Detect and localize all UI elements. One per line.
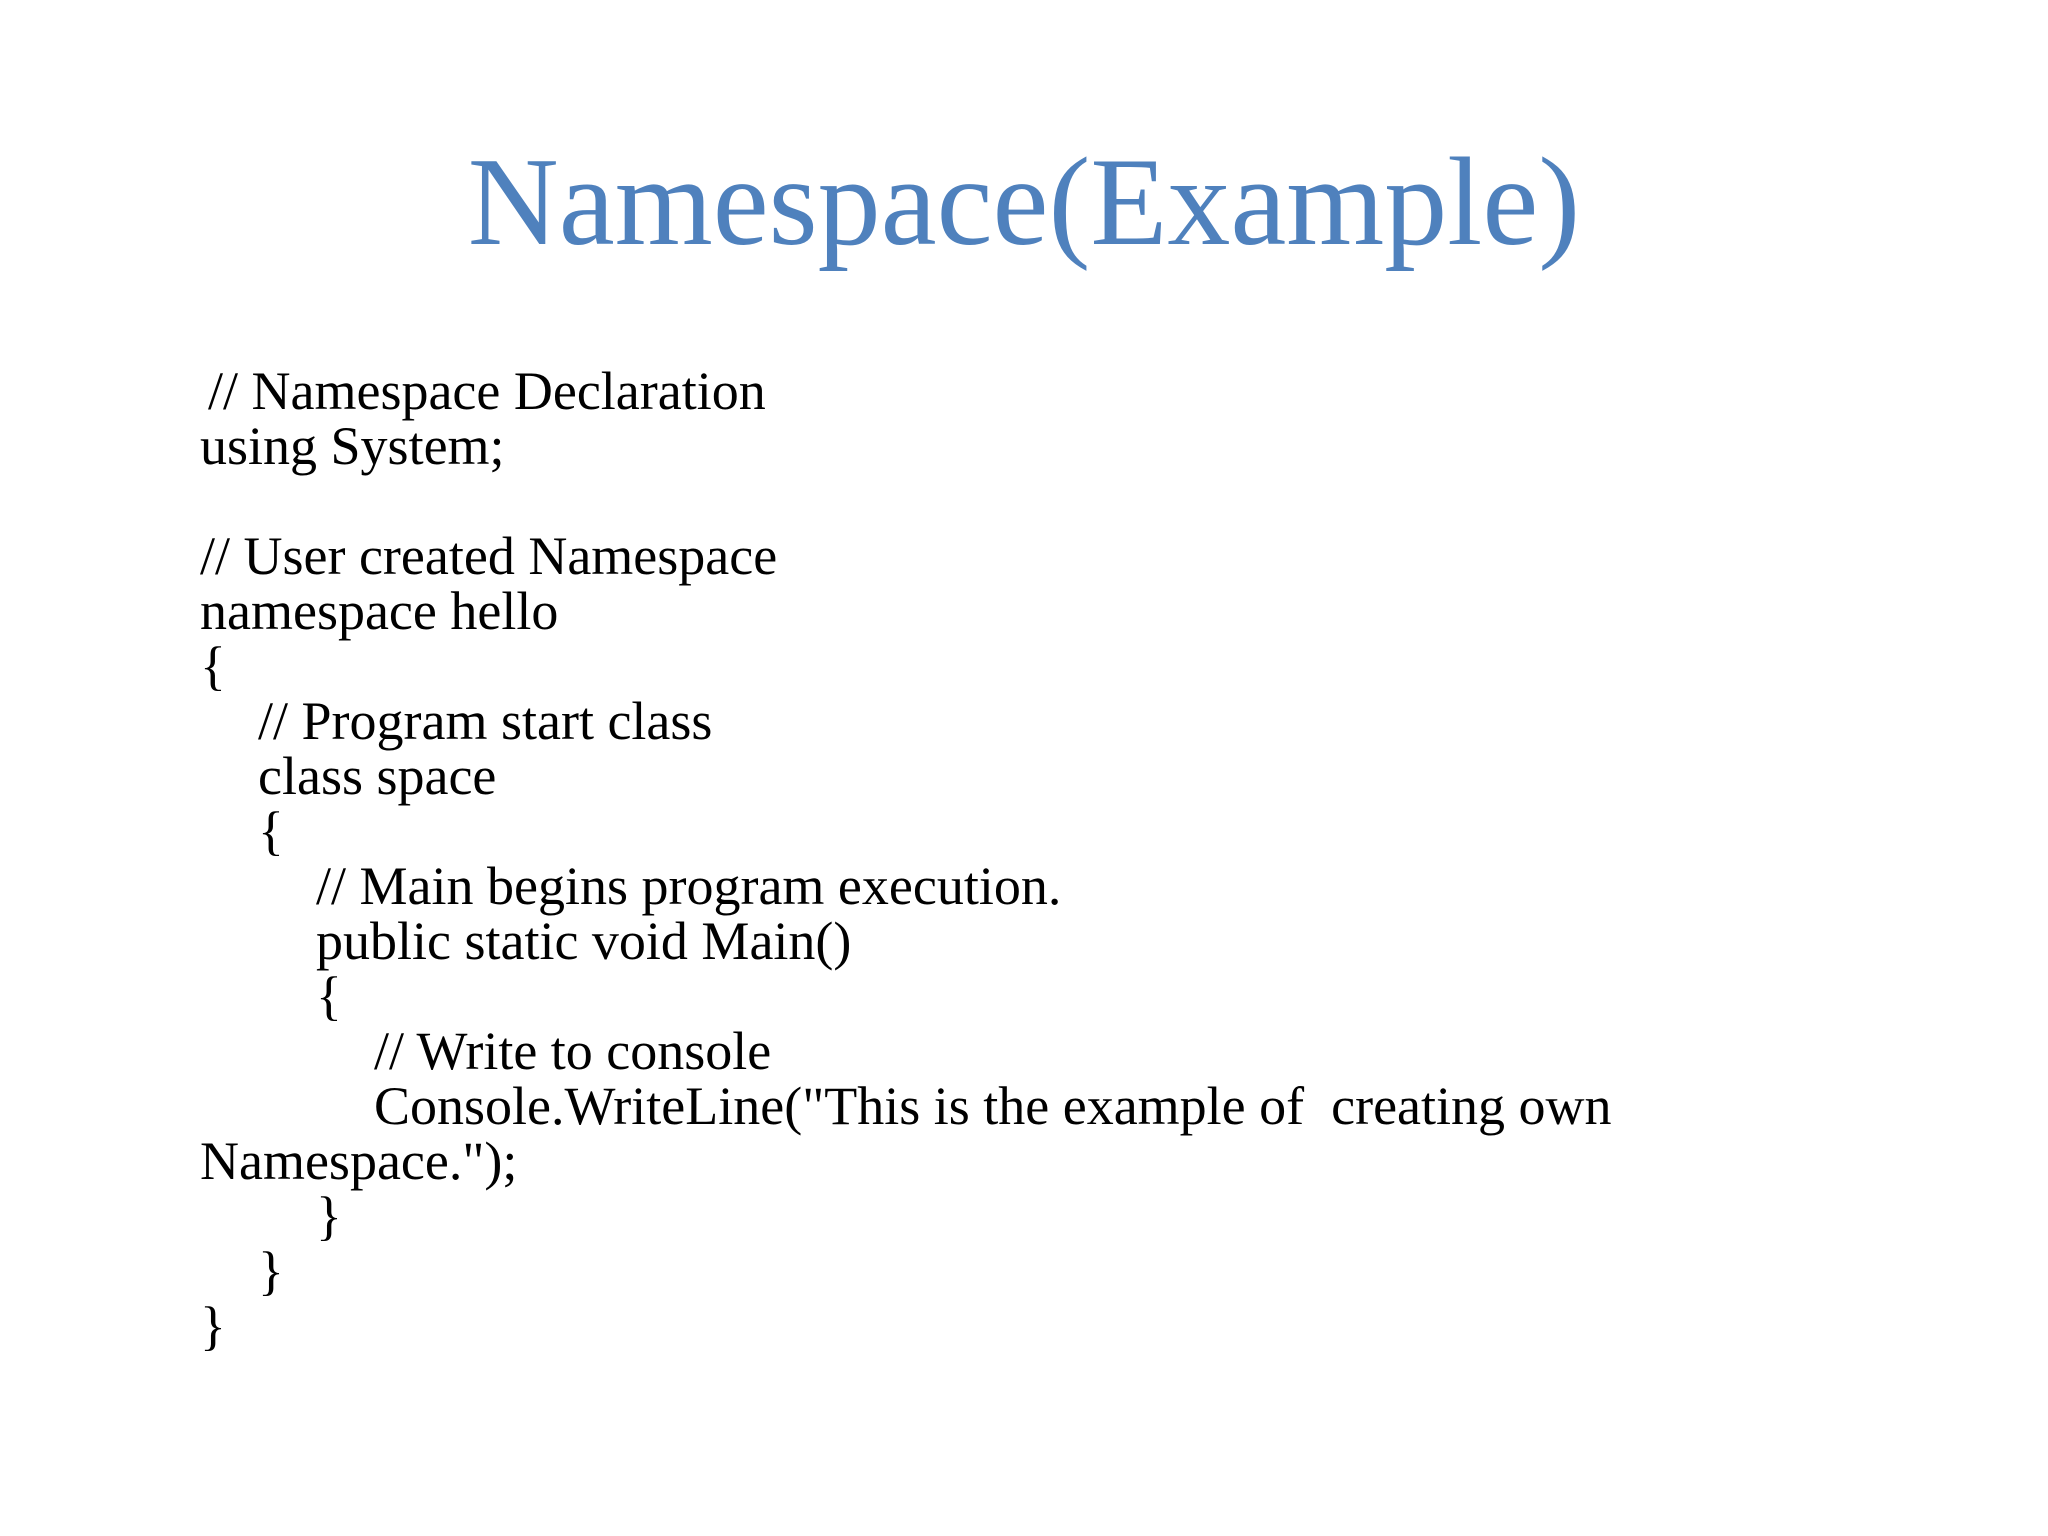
slide-title: Namespace(Example) — [467, 133, 1581, 272]
code-line-comment-program-start: // Program start class — [258, 691, 713, 751]
code-line-open-brace-main: { — [316, 966, 342, 1026]
code-line-class-space: class space — [258, 746, 497, 806]
code-line-open-brace-namespace: { — [200, 636, 226, 696]
code-line-close-brace-main: } — [316, 1186, 342, 1246]
code-line-close-brace-namespace: } — [200, 1296, 226, 1356]
code-listing — [200, 361, 2020, 1356]
code-line-comment-write-console: // Write to console — [374, 1021, 772, 1081]
code-line-comment-namespace-declaration: // Namespace Declaration — [208, 361, 766, 421]
code-line-blank — [200, 474, 2020, 529]
code-line-namespace-hello: namespace hello — [200, 581, 559, 641]
code-line-close-brace-class: } — [258, 1241, 284, 1301]
code-line-console-writeline: Console.WriteLine("This is the example of creating own — [374, 1076, 1612, 1136]
code-line-main-signature: public static void Main() — [316, 911, 852, 971]
code-line-using-system: using System; — [200, 416, 505, 476]
code-line-comment-main-begins: // Main begins program execution. — [316, 856, 1062, 916]
code-line-writeline-continuation: Namespace."); — [200, 1131, 518, 1191]
code-line-comment-user-namespace: // User created Namespace — [200, 526, 778, 586]
code-line-open-brace-class: { — [258, 801, 284, 861]
